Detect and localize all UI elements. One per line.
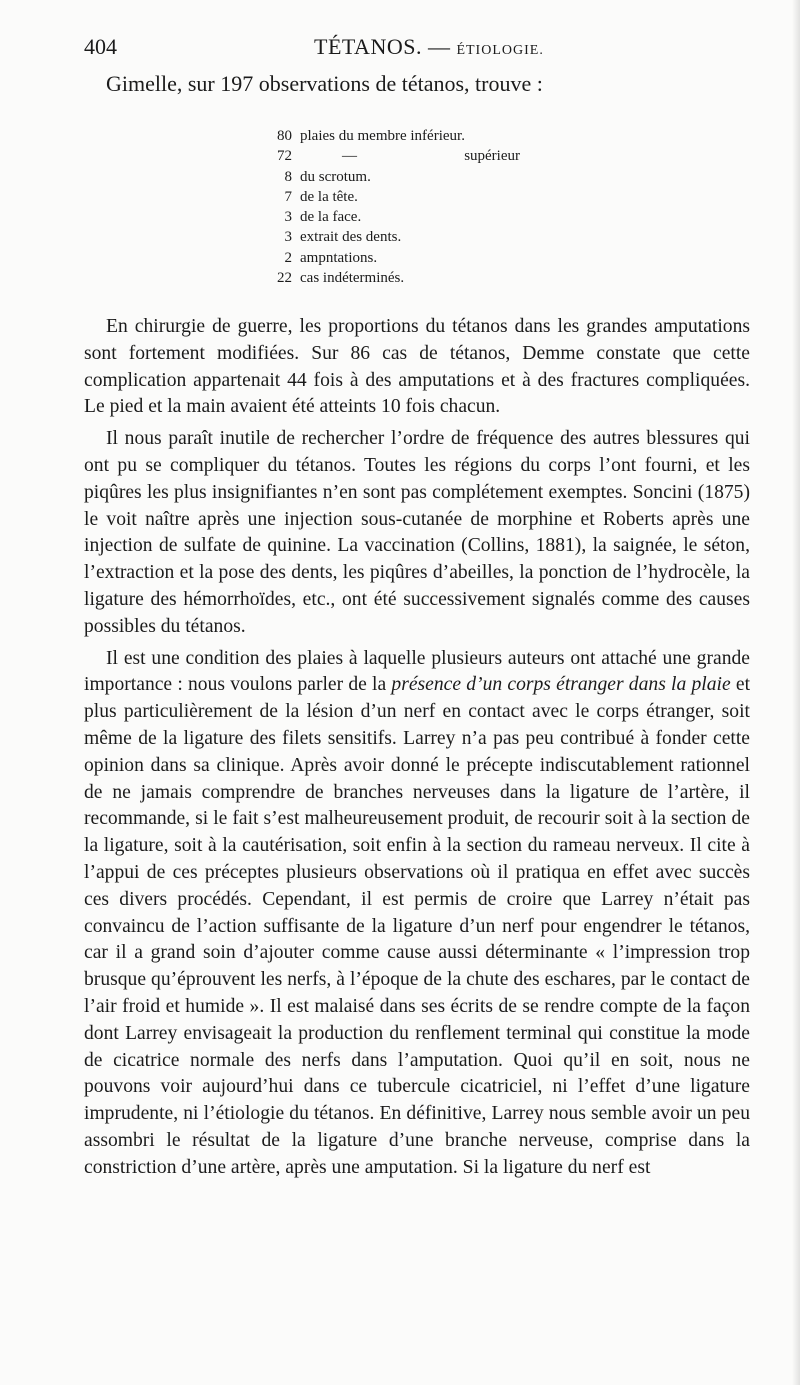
stat-label: extrait des dents. — [300, 229, 402, 246]
stat-label: cas indéterminés. — [300, 270, 405, 287]
stat-label: ampntations. — [300, 249, 378, 266]
stat-count: 22 — [277, 270, 292, 287]
stat-row — [262, 227, 522, 247]
running-title — [314, 34, 544, 60]
body-text — [84, 314, 750, 1182]
emphasized-phrase: présence d’un corps étranger dans la plaie — [391, 674, 731, 696]
stat-label: de la tête. — [300, 188, 358, 205]
stat-label: de la face. — [300, 209, 362, 226]
stat-row — [262, 248, 522, 268]
section-title: ÉTIOLOGIE. — [456, 43, 544, 58]
stat-label: supérieur — [464, 148, 520, 165]
paragraph-text: et plus particulièrement de la lésion d’un nerf en contact avec le corps étranger, soit même de la ligature des filets sensitifs. Larrey n’a pas peu contribué à fonder cette opinion dans sa clinique. Après avoir donné le précepte indiscutablement rationnel de ne jamais comprendre de branches nerveuses dans la ligature de l’artère, il recommande, si le fait s’est malheureusement produit, de recourir soit à la section de la ligature, soit à la cautérisation, soit enfin à la section du rameau nerveux. Il cite à l’appui de ces préceptes plusieurs observations où il pratiqua en effet avec succès ces divers procédés. Cependant, il est permis de croire que Larrey n’était pas convaincu de l’action suffisante de la ligature d’un nerf pour engendrer le tétanos, car il a grand soin d’ajouter comme cause aussi déterminante « l’impression trop brusque qu’éprouvent les nerfs, à l’époque de la chute des eschares, par le contact de l’air froid et humide ». Il est malaisé dans ses écrits de se rendre compte de la façon dont Larrey envisageait la production du renflement terminal qui constitue la mode de cicatrice normale des nerfs dans l’amputation. Quoi qu’il en soit, nous ne pouvons voir aujourd’hui dans ce tubercule cicatriciel, ni l’effet d’une ligature imprudente, ni l’étiologie du tétanos. En définitive, Larrey nous semble avoir un peu assombri le résultat de la ligature d’une branche nerveuse, comprise dans la constriction d’une artère, après une amputation. Si la ligature du nerf est — [84, 674, 751, 1178]
intro-line: Gimelle, sur 197 observations de tétanos, trouve : — [106, 71, 543, 96]
chapter-title: TÉTANOS. — — [314, 34, 451, 59]
stat-count: 2 — [284, 249, 292, 266]
paragraph-war-surgery: En chirurgie de guerre, les proportions du tétanos dans les grandes amputations sont fortement modifiées. Sur 86 cas de tétanos, Demme constate que cette complication appartenait 44 fois à des amputations et à des fractures compliquées. Le pied et la main avaient été atteints 10 fois chacun. — [84, 316, 750, 418]
statistics-list — [262, 126, 522, 288]
stat-label: plaies du membre inférieur. — [300, 128, 465, 144]
stat-count: 8 — [284, 168, 292, 185]
stat-count: 7 — [284, 188, 292, 205]
stat-row — [262, 167, 522, 187]
stat-count: 3 — [284, 209, 292, 226]
stat-label: du scrotum. — [300, 168, 371, 185]
page-number: 404 — [84, 34, 117, 59]
stat-count: 3 — [284, 229, 292, 246]
paragraph-foreign-body — [84, 646, 750, 1182]
page-header — [84, 34, 750, 64]
paragraph-text: Il est une condition des plaies à laquelle plusieurs auteurs ont attaché une grande importance : nous voulons parler de la — [84, 647, 750, 696]
stat-row — [262, 268, 522, 288]
stat-row — [262, 126, 522, 146]
stat-row — [262, 187, 522, 207]
paragraph-other-wounds: Il nous paraît inutile de rechercher l’ordre de fréquence des autres blessures qui ont pu se compliquer du tétanos. Toutes les régions du corps l’ont fourni, et les piqûres les plus insignifiantes n’en sont pas complétement exemptes. Soncini (1875) le voit naître après une injection sous-cutanée de morphine et Roberts après une injection de sulfate de quinine. La vaccination (Collins, 1881), la saignée, le séton, l’extraction et la pose des dents, les piqûres d’abeilles, la ponction de l’hydrocèle, la ligature des hémorrhoïdes, etc., ont été successivement signalés comme des causes possibles du tétanos. — [84, 428, 750, 637]
stat-row — [262, 207, 522, 227]
stat-count: 80 — [277, 128, 292, 144]
stat-count: 72 — [277, 148, 292, 165]
stat-row — [262, 146, 522, 166]
ditto-mark: — — [342, 148, 357, 165]
